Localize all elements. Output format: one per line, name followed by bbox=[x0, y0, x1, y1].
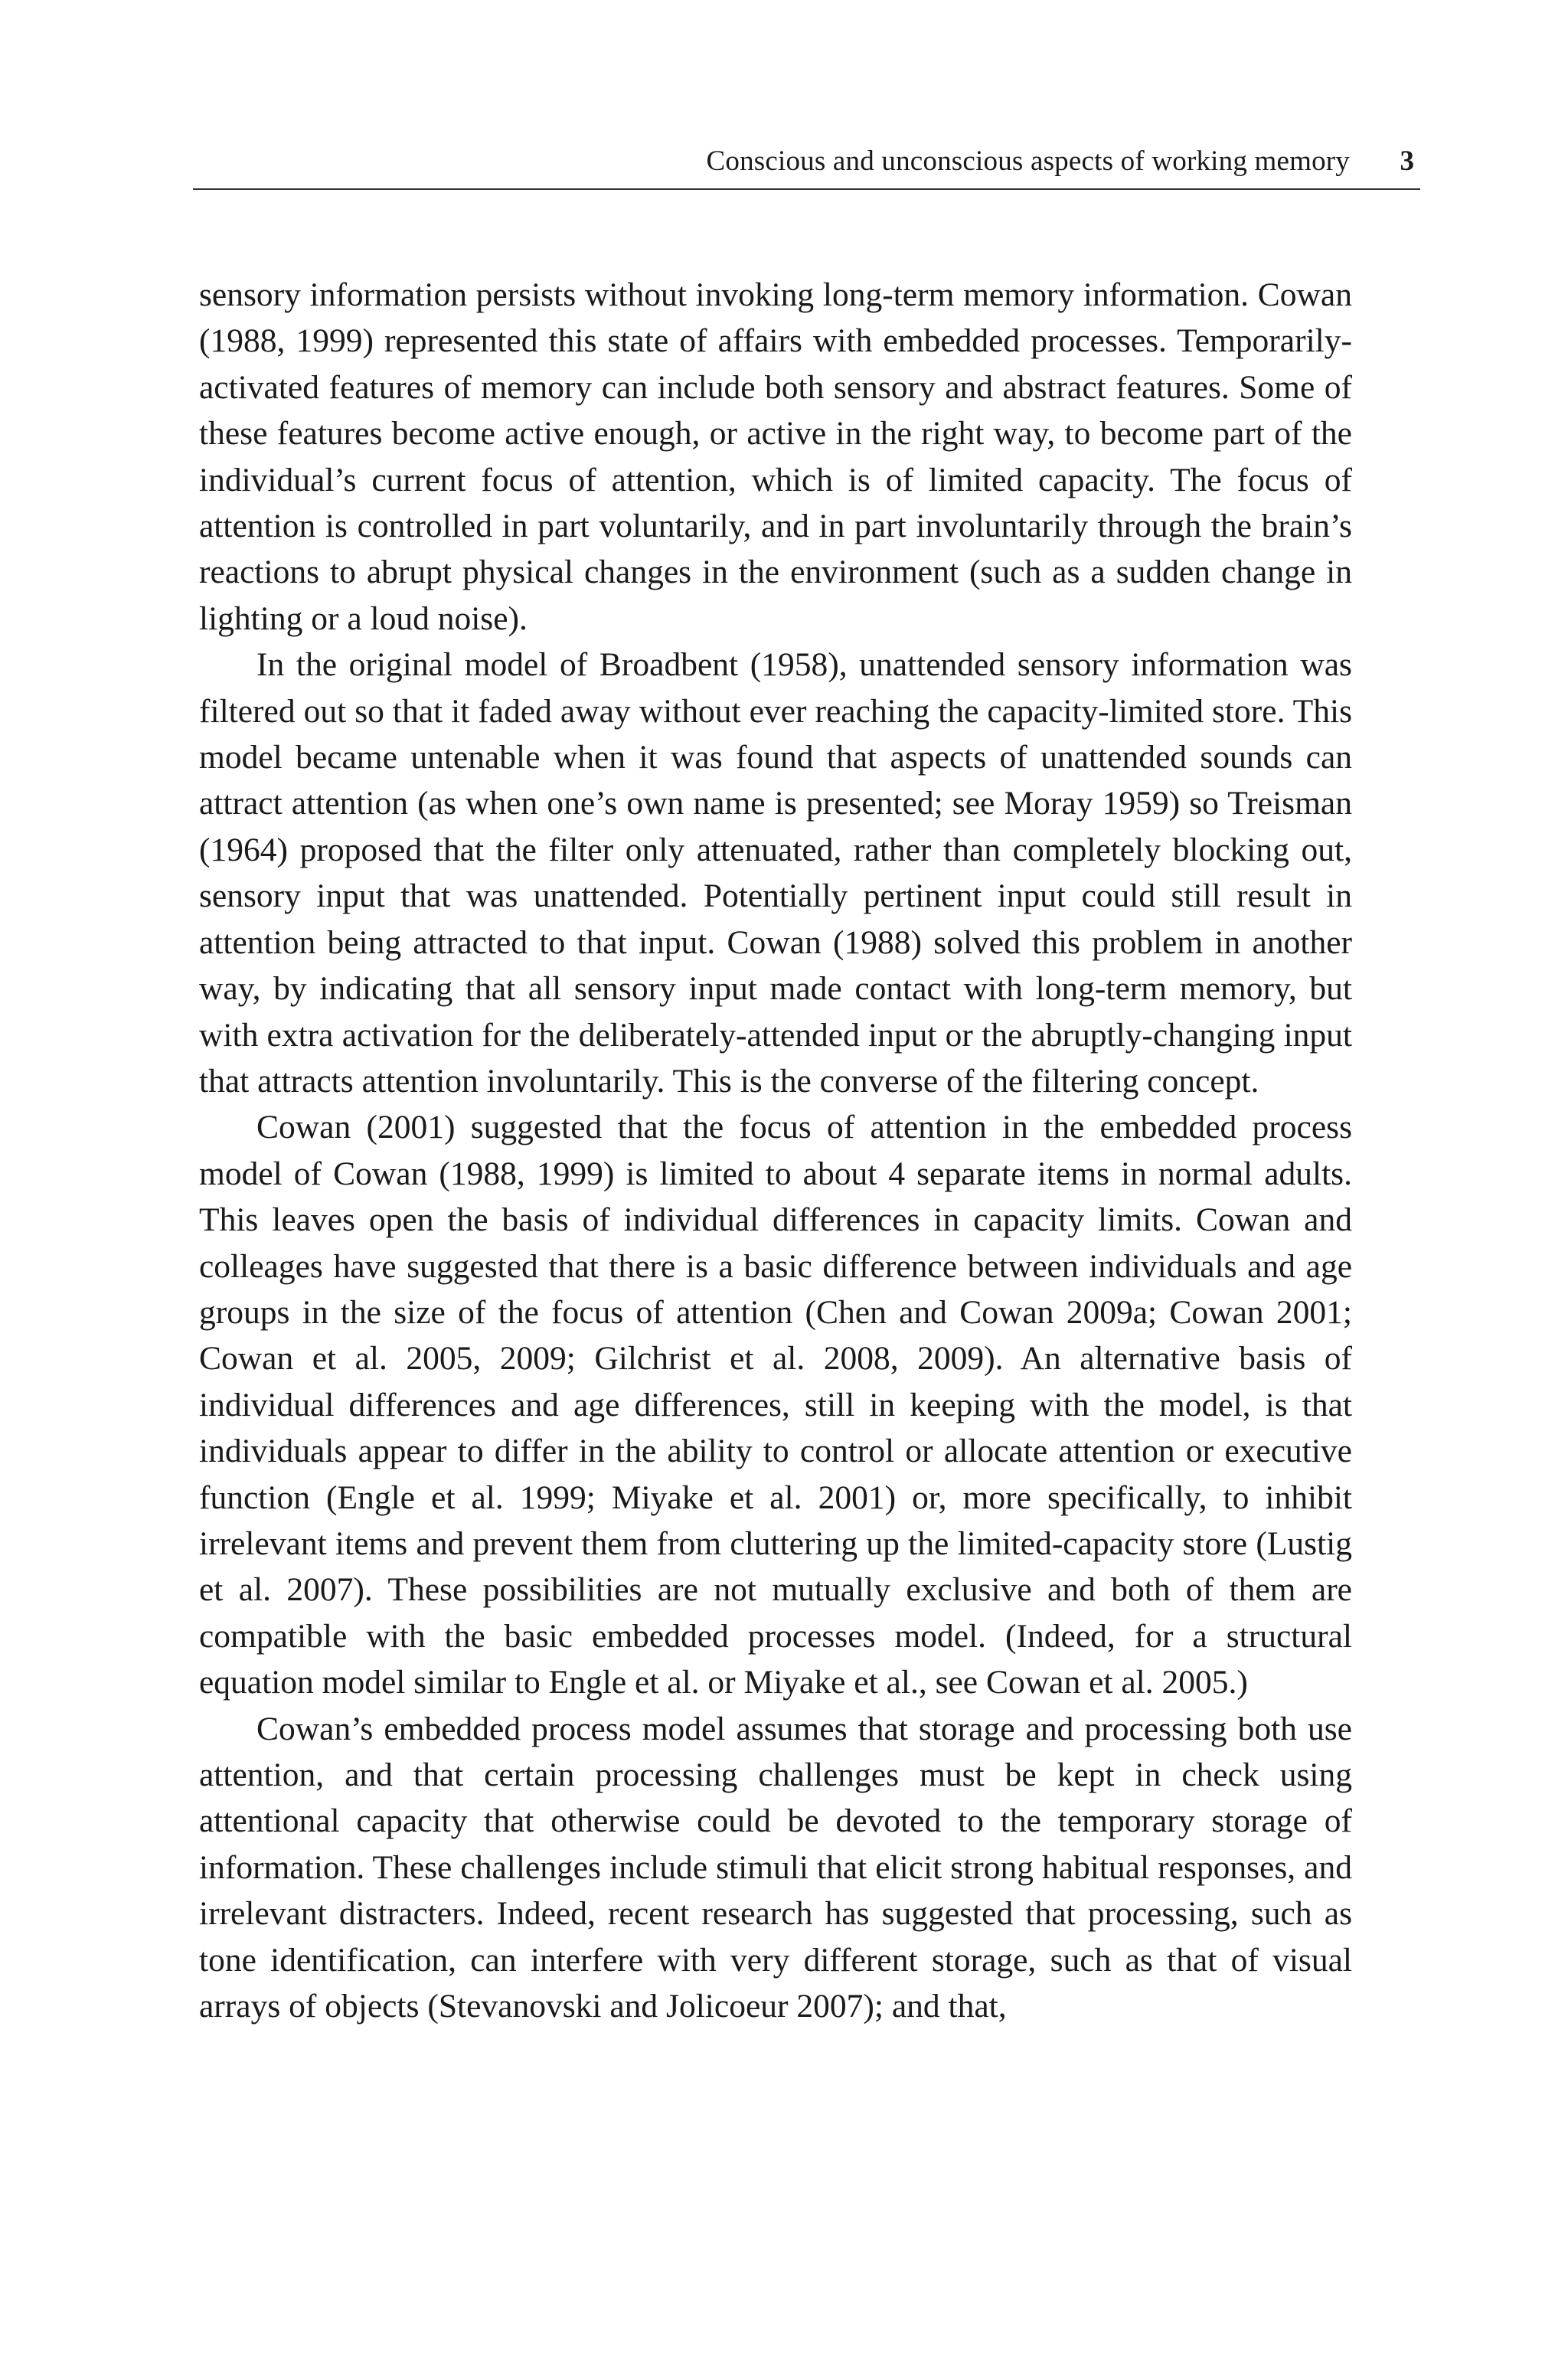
page-header bbox=[193, 142, 1420, 190]
running-title: Conscious and unconscious aspects of working memory bbox=[706, 145, 1350, 177]
page-number: 3 bbox=[1400, 145, 1414, 177]
paragraph-4: Cowan’s embedded process model assumes that storage and processing both use attention, and that certain processing challenges must be kept in check using attentional capacity that otherwise could be devoted to the temporary storage of information. These challenges include stimuli that elicit strong habitual responses, and irrelevant distracters. Indeed, recent research has suggested that processing, such as tone identification, can interfere with very different storage, such as that of visual arrays of objects (Stevanovski and Jolicoeur 2007); and that, bbox=[199, 1710, 1352, 2025]
paragraph-3: Cowan (2001) suggested that the focus of attention in the embedded process model of Cowan (1988, 1999) is limited to about 4 separate items in normal adults. This leaves open the basis of individual differences in capacity limits. Cowan and colleages have suggested that there is a basic difference between individuals and age groups in the size of the focus of attention (Chen and Cowan 2009a; Cowan 2001; Cowan et al. 2005, 2009; Gilchrist et al. 2008, 2009). An alternative basis of individual differences and age differences, still in keeping with the model, is that individuals appear to differ in the ability to control or allocate attention or executive function (Engle et al. 1999; Miyake et al. 2001) or, more specifically, to inhibit irrelevant items and prevent them from cluttering up the limited-capacity store (Lustig et al. 2007). These possibilities are not mutually exclusive and both of them are compatible with the basic embedded processes model. (Indeed, for a structural equation model similar to Engle et al. or Miyake et al., see Cowan et al. 2005.) bbox=[199, 1109, 1352, 1701]
body-text bbox=[199, 272, 1352, 2029]
paragraph-1: sensory information persists without invoking long-term memory information. Cowan (1988, 1999) represented this state of affairs with embedded processes. Temporarily-activated features of memory can include both sensory and abstract features. Some of these features become active enough, or active in the right way, to become part of the individual’s current focus of attention, which is of limited capacity. The focus of attention is controlled in part voluntarily, and in part involuntarily through the brain’s reactions to abrupt physical changes in the environment (such as a sudden change in lighting or a loud noise). bbox=[199, 276, 1352, 637]
paragraph-2: In the original model of Broadbent (1958), unattended sensory information was filtered out so that it faded away without ever reaching the capacity-limited store. This model became untenable when it was found that aspects of unattended sounds can attract attention (as when one’s own name is presented; see Moray 1959) so Treisman (1964) proposed that the filter only attenuated, rather than completely blocking out, sensory input that was unattended. Potentially pertinent input could still result in attention being attracted to that input. Cowan (1988) solved this problem in another way, by indicating that all sensory input made contact with long-term memory, but with extra activation for the deliberately-attended input or the abruptly-changing input that attracts attention involuntarily. This is the converse of the filtering concept. bbox=[199, 646, 1352, 1100]
